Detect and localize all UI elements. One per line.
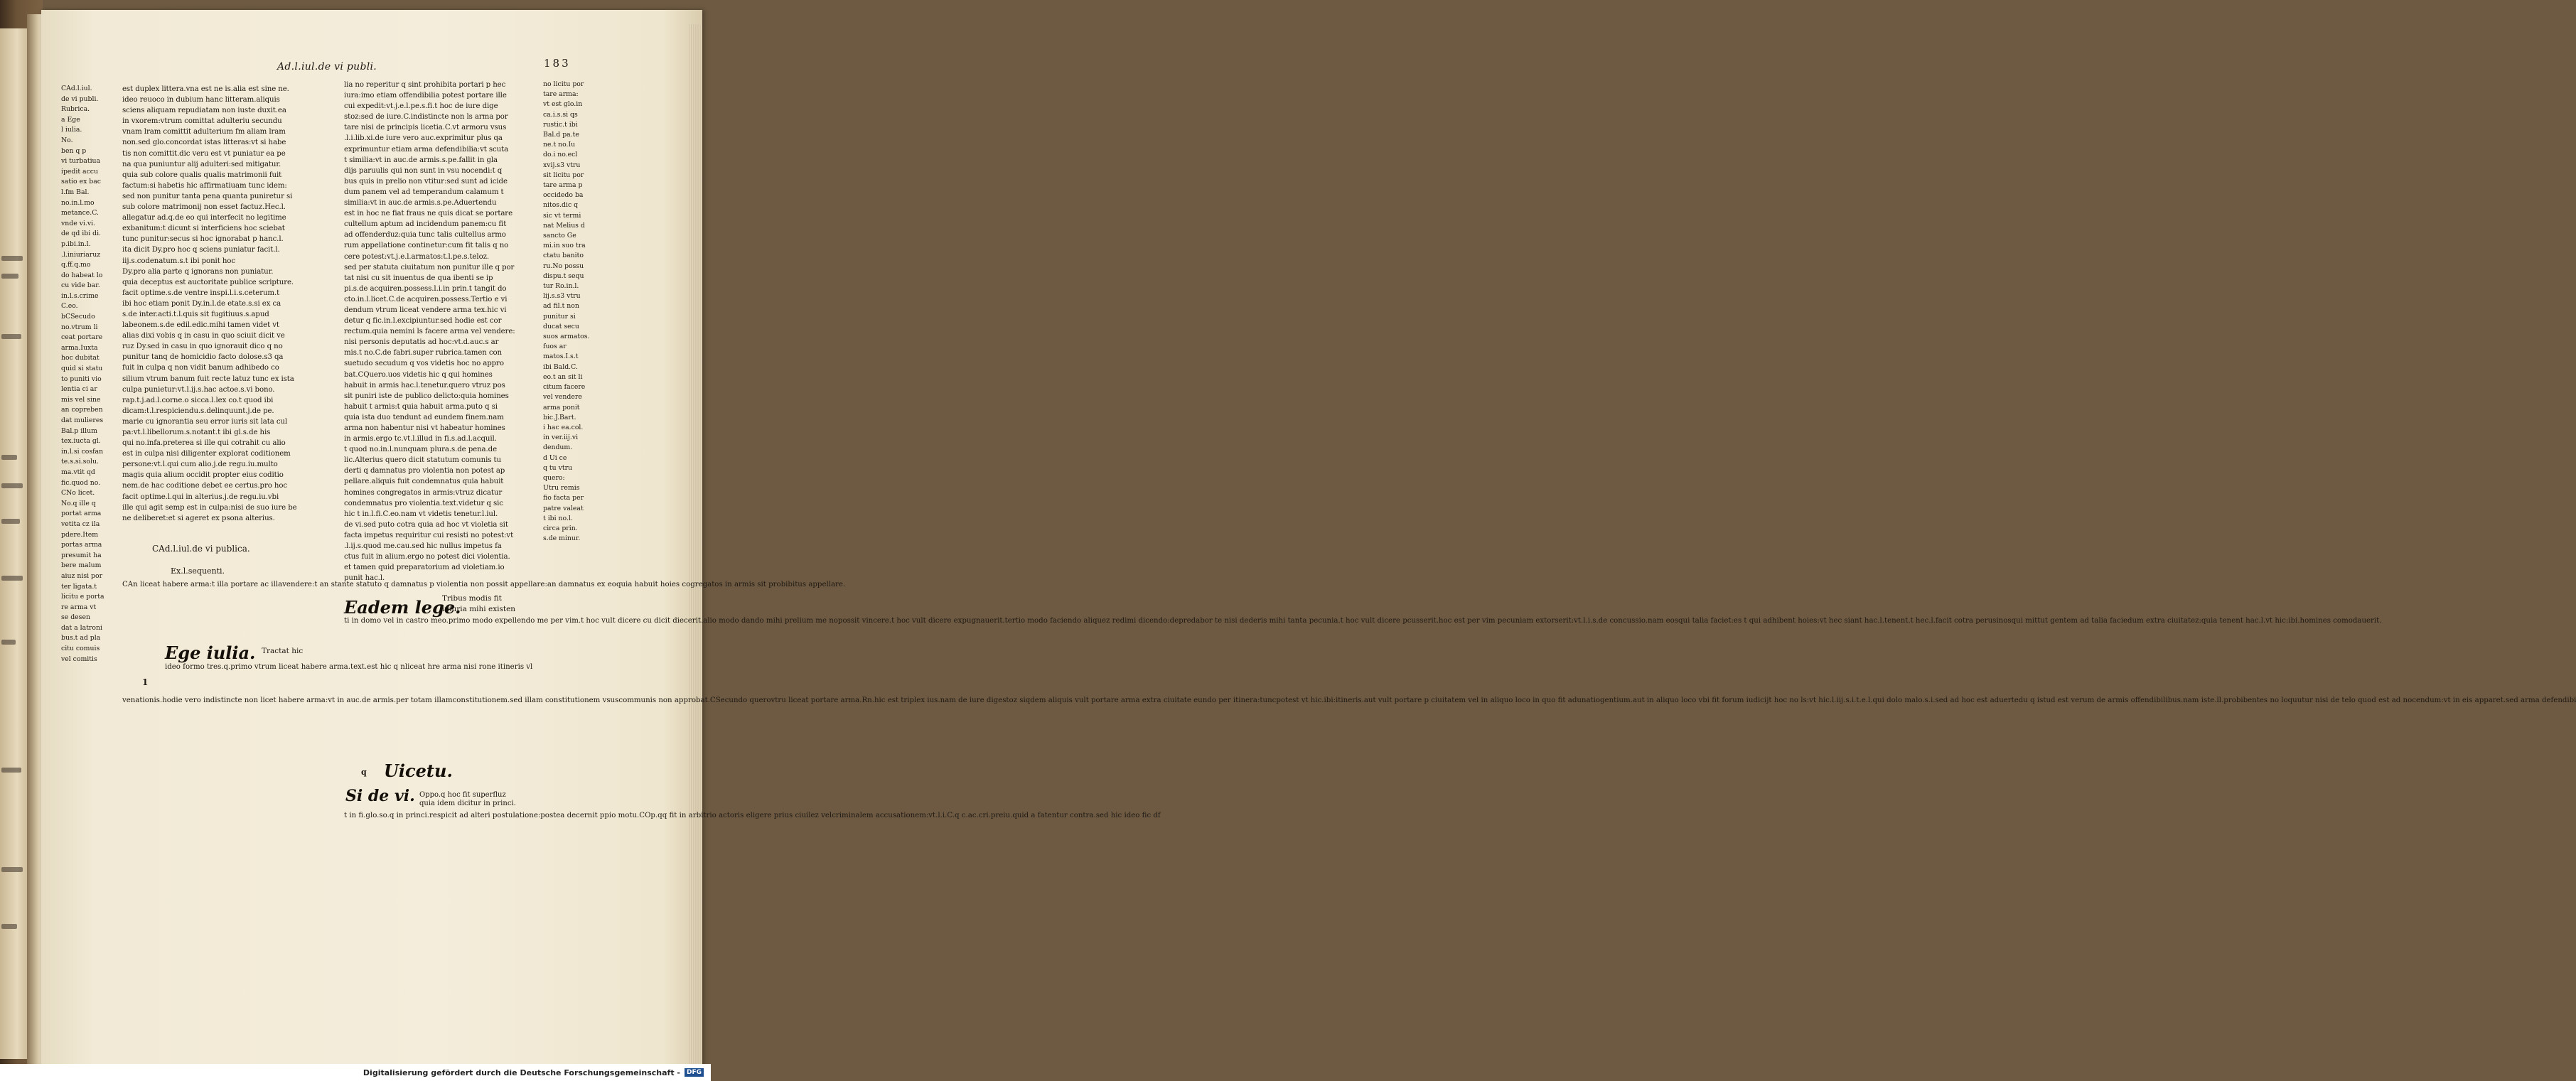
eadem-line: depredabor te nisi dederis mihi tanta pecunia. (1169, 617, 1341, 625)
margin-gloss-line: ca.i.s.si qs (543, 110, 578, 119)
margin-gloss-line: nitos.dic q (543, 201, 579, 210)
margin-gloss-line: bic.J.Bart. (543, 413, 576, 421)
margin-gloss-line: xvij.s3 vtru (543, 161, 581, 169)
text-line: fuit in culpa q non vidit banum adhibedo co (122, 364, 279, 372)
margin-gloss-line: a Ege (61, 115, 80, 124)
text-line: tat nisi cu sit inuentus de qua ibenti se ip (344, 274, 493, 282)
margin-gloss-line: de qd ibi di. (61, 230, 101, 238)
text-line: labeonem.s.de edil.edic.mihi tamen videt vt (122, 321, 279, 330)
margin-gloss-line: fuos ar (543, 343, 567, 351)
text-line: bat.CQuero.uos videtis hic q qui homines (344, 370, 493, 379)
commentary-line: lo.s.i.sed ad hoc est aduertedu q istud est ve (1916, 697, 2080, 704)
text-line: est in hoc ne fiat fraus ne quis dicat se portare (344, 210, 513, 218)
commentary-line: rum de armis offendibilibus.nam iste.ll.probi (2079, 697, 2243, 704)
text-line: bus quis in prelio non vtitur:sed sunt ad icide (344, 177, 508, 185)
text-line: na qua puniuntur alij adulteri:sed mitigatur. (122, 160, 281, 168)
margin-gloss-line: l iulia. (61, 126, 82, 134)
margin-gloss-line: metance.C. (61, 209, 99, 217)
lex-title: Ege iulia. (165, 642, 256, 663)
margin-gloss-line: to puniti vio (61, 375, 102, 383)
margin-gloss-line: tex.iucta gl. (61, 437, 101, 446)
text-line: factum:si habetis hic affirmatiuam tunc idem: (122, 181, 287, 190)
text-line: derti q damnatus pro violentia non potest ap (344, 467, 505, 475)
margin-gloss-line: tur Ro.in.l. (543, 282, 579, 291)
text-line: quia ista duo tendunt ad eundem finem.nam (344, 413, 504, 421)
summary-line: bibitus appellare. (780, 581, 846, 588)
margin-gloss-line: licitu e porta (61, 593, 104, 601)
facing-text-line (1, 455, 17, 460)
text-line: dendum vtrum liceat vendere arma tex.hic vi (344, 306, 507, 314)
side-heading: Si de vi. (345, 787, 415, 805)
text-line: in vxorem:vtrum comittat adulteriu secundu (122, 117, 282, 126)
margin-gloss-line: bere malum (61, 561, 102, 570)
margin-gloss-line: sit licitu por (543, 171, 584, 179)
commentary-line: uitatem vel in aliquo loco in quo fit adunatio (1437, 697, 1601, 704)
facing-text-line (1, 256, 23, 261)
margin-gloss-line: lentia ci ar (61, 385, 97, 394)
text-line: facit optime.l.qui in alterius.j.de regu.iu.vbi (122, 493, 279, 501)
margin-gloss-line: vt est glo.in (543, 100, 583, 109)
margin-gloss-line: i hac ea.col. (543, 423, 584, 431)
text-line: pellare.aliquis fuit condemnatus quia habuit (344, 478, 504, 486)
margin-gloss-line: punitur si (543, 312, 576, 321)
text-line: punit hac.l. (344, 574, 385, 583)
margin-gloss-line: sancto Ge (543, 232, 576, 240)
commentary-line: tare arma extra ciuitate eundo per itinera:tunc (1103, 697, 1277, 704)
left-margin-gloss (61, 84, 122, 665)
text-line: condemnatus pro violentia.text.videtur q sic (344, 499, 503, 507)
text-line: punitur tanq de homicidio facto dolose.s3 qa (122, 353, 284, 362)
text-line: vnam lram comittit adulterium fm aliam lram (122, 128, 286, 136)
margin-gloss-line: vel comitis (61, 655, 97, 663)
margin-gloss-line: Bal.p illum (61, 426, 97, 435)
lex-line: liceat hre arma nisi rone itineris vl (404, 663, 533, 671)
margin-gloss-line: mis vel sine (61, 395, 101, 404)
margin-gloss-line: No. (61, 136, 73, 144)
text-line: s.de inter.acti.t.l.quis sit fugitiuus.s.apud (122, 310, 269, 318)
margin-gloss-line: Rubrica. (61, 105, 90, 114)
lex-line: ideo formo tres.q.primo vtrum li (165, 663, 284, 671)
commentary-line: constitutionem.sed illam constitutionem vsus (452, 697, 619, 704)
text-line: est in culpa nisi diligenter explorat coditionem (122, 450, 291, 458)
text-line: sciens aliquam repudiatam non iuste duxit.ea (122, 107, 286, 115)
facing-text-line (1, 768, 21, 773)
margin-gloss-line: eo.t an sit li (543, 372, 583, 381)
margin-gloss-line: vnde vi.vi. (61, 219, 96, 227)
text-line: et tamen quid preparatorium ad violetiam.io (344, 564, 505, 572)
margin-gloss-line: Utru remis (543, 484, 580, 493)
margin-gloss-line: citum facere (543, 383, 586, 392)
text-line: sed per statuta ciuitatum non punitur ille q por (344, 263, 515, 271)
closing-line: t in fi.glo.so.q in princi.respicit ad alteri po (344, 812, 502, 819)
lex-commentary (122, 695, 2576, 706)
text-line: habuit t armis:t quia habuit arma.puto q si (344, 402, 498, 411)
eadem-line: qui talia faciet:es t qui adhibent hoies:vt hec si (1678, 617, 1850, 625)
text-line: ille qui agit semp est in culpa:nisi de suo iure be (122, 503, 297, 512)
text-line: suetudo secudum q vos videtis hoc no appro (344, 360, 504, 368)
margin-gloss-line: de vi publi. (61, 95, 99, 103)
facing-text-line (1, 274, 18, 279)
margin-gloss-line: do habeat lo (61, 271, 103, 279)
eadem-line: niam extorserit:vt.l.i.s.de concussio.nam eos (1515, 617, 1678, 625)
text-line: iura:imo etiam offendibilia potest portare ille (344, 92, 507, 100)
margin-gloss-line: ibi Bald.C. (543, 362, 578, 371)
text-line: lia no reperitur q sint prohibita portari p hec (344, 81, 506, 89)
text-line: rum appellatione continetur:cum fit talis q no (344, 242, 509, 250)
eadem-title: Eadem lege. (344, 597, 461, 618)
margin-gloss-line: ne.t no.Iu (543, 141, 576, 149)
margin-gloss-line: re arma vt (61, 603, 97, 611)
eadem-note-continued: iniuria mihi existen (442, 605, 516, 613)
eadem-line: modauerit. (2341, 617, 2382, 625)
facing-text-line (1, 924, 17, 929)
commentary-line: nam de iure digestoz siqdem aliquis vult por (940, 697, 1104, 704)
text-line: marie cu ignorantia seu error iuris sit lata cul (122, 417, 288, 426)
text-line: cultellum aptum ad incidendum panem:cu fit (344, 220, 507, 229)
page-stack-edge (689, 24, 702, 1069)
text-line: dicam:t.l.respiciendu.s.delinquunt.j.de pe. (122, 407, 274, 415)
margin-gloss-line: t ibi no.l. (543, 514, 573, 522)
text-line: quia deceptus est auctoritate publice scripture. (122, 278, 294, 286)
text-line: de vi.sed puto cotra quia ad hoc vt violetia sit (344, 520, 508, 529)
text-line: detur q fic.in.l.excipiuntur.sed hodie est cor (344, 317, 502, 326)
summary-line: vendere:t an stante statuto q damnatus p vio (282, 581, 448, 588)
text-line: rectum.quia nemini ls facere arma vel vendere: (344, 328, 515, 336)
text-line: quia sub colore qualis qualis matrimonii fuit (122, 171, 282, 179)
margin-gloss-line: aiuz nisi por (61, 571, 103, 580)
text-line: silium vtrum banum fuit recte latuz tunc ex ista (122, 375, 294, 383)
margin-gloss-line: do.i no.ecl (543, 151, 578, 159)
right-margin-gloss (543, 80, 601, 544)
margin-gloss-line: C.eo. (61, 302, 78, 311)
facing-text-line (1, 483, 23, 488)
margin-gloss-line: .l.iniuriaruz (61, 250, 101, 259)
margin-gloss-line: ceat portare (61, 333, 103, 342)
closing-text (344, 810, 1161, 821)
text-line: tis non comittit.dic veru est vt puniatur ea pe (122, 149, 286, 158)
text-line: dijs paruulis qui non sunt in vsu nocendi:t q (344, 166, 503, 175)
margin-gloss-line: quero: (543, 473, 565, 482)
text-line: .l.i.lib.xi.de iure vero auc.exprimitur plus qa (344, 134, 503, 143)
text-line: cto.in.l.licet.C.de acquiren.possess.Tertio e vi (344, 295, 508, 303)
margin-gloss-line: cu vide bar. (61, 281, 100, 290)
margin-gloss-line: occidedo ba (543, 191, 584, 200)
margin-gloss-line: p.ibi.in.l. (61, 240, 91, 248)
commentary-line: bere arma:vt in auc.de armis.per totam illam (287, 697, 453, 704)
text-line: sit puniri iste de publico delicto:quia homines (344, 392, 509, 400)
text-line: alias dixi vobis q in casu in quo sciuit dicit ve (122, 332, 285, 340)
margin-gloss-line: presumit ha (61, 551, 102, 559)
margin-gloss-line: ducat secu (543, 322, 579, 330)
commentary-line: potest vt hic.ibi:itineris.aut vult portare p ci (1276, 697, 1438, 704)
text-line: .l.ij.s.quod me.cau.sed hic nullus impetus fa (344, 542, 502, 551)
margin-gloss-line: arma.Iuxta (61, 343, 98, 352)
margin-gloss-line: bus.t ad pla (61, 634, 101, 642)
margin-gloss-line: ipedit accu (61, 167, 98, 176)
margin-gloss-line: ter ligata.t (61, 582, 97, 591)
text-line: cere potest:vt.j.e.l.armatos:t.l.pe.s.teloz. (344, 252, 490, 261)
margin-gloss-line: s.de minur. (543, 534, 581, 543)
footer-bar (0, 1064, 711, 1081)
text-line: arma non habentur nisi vt habeatur homines (344, 424, 505, 432)
commentary-line: t hoc no ls:vt hic.l.iij.s.i.t.e.l.qui dolo ma (1769, 697, 1916, 704)
text-line: dum panem vel ad temperandum calamum t (344, 188, 504, 196)
eadem-line: tertio modo faciendo aliquez redimi dicendo: (1004, 617, 1170, 625)
section-reference: Ex.l.sequenti. (171, 566, 225, 576)
side-note: Oppo.q hoc fit superfluz (419, 791, 506, 799)
text-line: nem.de hac coditione debet ee certus.pro hoc (122, 482, 288, 490)
margin-gloss-line: sic vt termi (543, 211, 581, 220)
lex-text (165, 662, 533, 672)
margin-gloss-line: quid si statu (61, 365, 103, 373)
eadem-line: ant hac.l.tenent.t hec.l.facit cotra perusinos (1850, 617, 2012, 625)
text-line: ctus fuit in alium.ergo no potest dici violentia. (344, 553, 510, 561)
text-line: facta impetus requiritur cui resisti no potest:vt (344, 531, 514, 539)
section-summary (122, 579, 846, 590)
margin-gloss-line: lij.s.s3 vtru (543, 292, 581, 301)
text-line: tunc punitur:secus si hoc ignorabat p hanc.l. (122, 235, 284, 244)
margin-gloss-line: dat mulieres (61, 416, 104, 424)
margin-gloss-line: d Ui ce (543, 453, 567, 462)
summary-line: lentia non possit appellare:an damnatus ex eo (447, 581, 616, 588)
margin-gloss-line: mi.in suo tra (543, 242, 586, 250)
text-line: Dy.pro alia parte q ignorans non puniatur. (122, 267, 274, 276)
text-line: est duplex littera.vna est ne is.alia est sine ne. (122, 85, 289, 93)
margin-gloss-line: q.ff.q.mo (61, 261, 91, 269)
margin-gloss-line: No.q ille q (61, 499, 96, 507)
eadem-line: possit vincere.t hoc vult dicere expugnauerit. (837, 617, 1005, 625)
margin-gloss-line: patre valeat (543, 504, 584, 512)
margin-gloss-line: ma.vtit qd (61, 468, 95, 476)
facing-page-edge (0, 28, 29, 1059)
text-line: ad offenderduz:quia tunc talis cultellus armo (344, 231, 506, 240)
margin-gloss-line: hoc dubitat (61, 354, 100, 362)
side-note-continued: quia idem dicitur in princi. (419, 800, 516, 807)
margin-gloss-line: pdere.Item (61, 530, 99, 539)
margin-gloss-line: no.vtrum li (61, 323, 98, 331)
running-title: Ad.l.iul.de vi publi. (277, 61, 377, 72)
margin-gloss-line: dendum. (543, 443, 573, 452)
margin-gloss-line: vi turbatiua (61, 157, 101, 166)
text-line: iij.s.codenatum.s.t ibi ponit hoc (122, 257, 235, 265)
text-line: stoz:sed de iure.C.indistincte non ls arma por (344, 113, 508, 122)
eadem-line: ti in domo vel in castro meo.primo modo expel (344, 617, 515, 625)
text-line: in armis.ergo tc.vt.l.illud in fi.s.ad.l.acquil. (344, 435, 497, 443)
closing-line: q fit in arbitrio actoris eligere prius ciuilez vel (662, 812, 832, 819)
margin-gloss-line: rustic.t ibi (543, 120, 578, 129)
closing-line: stulatione:postea decernit ppio motu.COp.q (501, 812, 662, 819)
lex-line: ceat habere arma.text.est hic q n (283, 663, 405, 671)
margin-gloss-line: q tu vtru (543, 463, 573, 472)
facing-text-line (1, 640, 16, 645)
commentary-line: venationis.hodie vero indistincte non licet ha (122, 697, 288, 704)
margin-gloss-line: in ver.iij.vi (543, 434, 579, 442)
margin-gloss-line: se desen (61, 613, 90, 622)
folio-number: 183 (544, 57, 571, 70)
text-line: ne deliberet:et si ageret ex psona alterius. (122, 514, 275, 522)
text-line: pi.s.de acquiren.possess.l.i.in prin.t tangit do (344, 284, 507, 293)
margin-gloss-line: citu comuis (61, 645, 100, 653)
margin-gloss-line: satio ex bac (61, 178, 101, 186)
eadem-line: lendo me per vim.t hoc vult dicere cu dicit d (514, 617, 677, 625)
eadem-line: iecerit.alio modo dando mihi prelium me no (677, 617, 838, 625)
main-column-right (344, 80, 542, 583)
margin-gloss-line: fic.quod no. (61, 478, 101, 487)
margin-gloss-line: fio facta per (543, 494, 584, 502)
text-line: rap.t.j.ad.l.corne.o sicca.l.lex co.t quod ibi (122, 396, 274, 404)
facing-text-line (1, 576, 23, 581)
margin-gloss-line: vel vendere (543, 393, 582, 402)
text-line: nisi personis deputatis ad hoc:vt.d.auc.s ar (344, 338, 499, 347)
margin-gloss-line: dispu.t sequ (543, 271, 584, 280)
closing-line: criminalem accusationem:vt.l.i.C.q c.ac.cri. (832, 812, 991, 819)
eadem-note: Tribus modis fit (442, 594, 502, 603)
margin-gloss-line: CAd.l.iul. (61, 85, 92, 92)
text-line: ruz Dy.sed in casu in quo ignorauit dico q no (122, 343, 283, 351)
text-line: ita dicit Dy.pro hoc q sciens puniatur facit.l. (122, 246, 280, 254)
margin-gloss-line: nat Melius d (543, 221, 585, 230)
eadem-line: tatez:quia tenent hac.l.vt hic:ibi.homines co (2180, 617, 2342, 625)
dfg-logo: DFG (685, 1068, 704, 1077)
margin-gloss-line: l.fm Bal. (61, 188, 90, 196)
marginal-mark-q: q (361, 768, 367, 777)
facing-text-line (1, 334, 21, 339)
vicetu-heading: Uicetu. (384, 760, 453, 781)
facing-text-line (1, 867, 23, 872)
margin-gloss-line: CNo licet. (61, 489, 95, 498)
margin-gloss-line: vetita cz ila (61, 520, 100, 528)
text-line: allegatur ad.q.de eo qui interfecit no legitime (122, 214, 286, 222)
text-line: t similia:vt in auc.de armis.s.pe.fallit in gla (344, 156, 498, 164)
margin-gloss-line: in.l.si cosfan (61, 447, 104, 456)
commentary-line: cendum:vt in eis apparet.sed arma defendibi (2412, 697, 2576, 704)
margin-gloss-line: ben q p (61, 146, 87, 155)
text-line: persone:vt.l.qui cum alio.j.de regu.iu.multo (122, 461, 278, 469)
margin-gloss-line: ad fil.t non (543, 302, 579, 311)
text-line: t quod no.in.l.nunquam plura.s.de pena.de (344, 446, 498, 454)
eadem-line: t hoc vult dicere pcusserit.hoc est per vim pecu (1340, 617, 1515, 625)
facing-text-line (1, 519, 20, 524)
margin-gloss-line: an copreben (61, 406, 103, 414)
text-line: qui no.infa.preterea si ille qui cotrahit cu alio (122, 439, 286, 448)
text-line: habuit in armis hac.l.tenetur.quero vtruz pos (344, 381, 505, 389)
lex-note: Tractat hic (262, 647, 304, 655)
margin-gloss-line: Bal.d pa.te (543, 131, 579, 139)
commentary-line: communis non approbat.CSecundo quero (618, 697, 771, 704)
margin-gloss-line: matos.I.s.t (543, 353, 579, 361)
margin-gloss-line: arma ponit (543, 403, 580, 412)
text-line: tare nisi de principis licetia.C.vt armoru vsus (344, 124, 507, 132)
text-line: homines congregatos in armis:vtruz dicatur (344, 488, 503, 497)
margin-gloss-line: no licitu por (543, 80, 584, 88)
summary-line: CAn liceat habere arma:t illa portare ac illa (122, 581, 283, 588)
text-line: magis quia alium occidit propter eius coditio (122, 471, 284, 480)
main-column-left (122, 84, 314, 524)
text-line: pa:vt.l.libellorum.s.notant.t ibi gl.s.de his (122, 429, 271, 436)
text-line: similia:vt in auc.de armis.s.pe.Aduertendu (344, 199, 497, 208)
margin-gloss-line: portat arma (61, 510, 102, 518)
closing-line: preiu.quid a fatentur contra.sed hic ideo fic df (990, 812, 1161, 819)
margin-gloss-line: portas arma (61, 541, 102, 549)
footer-credit: Digitalisierung gefördert durch die Deutsche Forschungsgemeinschaft - (363, 1067, 680, 1077)
margin-gloss-line: no.in.l.mo (61, 198, 95, 207)
text-line: non.sed glo.concordat istas litteras:vt si habe (122, 139, 286, 147)
margin-gloss-line: ctatu banito (543, 252, 584, 260)
commentary-line: vtru liceat portare arma.Rn.hic est triplex ius. (771, 697, 940, 704)
commentary-line: gentium.aut in aliquo loco vbi fit forum iudicij (1600, 697, 1769, 704)
text-line: sed non punitur tanta pena quanta puniretur si (122, 192, 293, 200)
section-heading: CAd.l.iul.de vi publica. (152, 544, 250, 554)
eadem-text (344, 615, 2382, 626)
text-line: lic.Alterius quero dicit statutum comunis tu (344, 456, 501, 465)
margin-gloss-line: ru.No possu (543, 262, 584, 270)
commentary-line: bentes no loquutur nisi de telo quod est ad no (2243, 697, 2413, 704)
margin-gloss-line: tare arma p (543, 181, 583, 190)
margin-gloss-line: tare arma: (543, 90, 579, 99)
text-line: exprimuntur etiam arma defendibilia:vt scuta (344, 145, 509, 154)
text-line: hic t in.l.fi.C.eo.nam vt videtis tenetur.l.iul. (344, 510, 498, 518)
margin-gloss-line: circa prin. (543, 524, 578, 532)
book-gutter (27, 14, 43, 1066)
text-line: culpa punietur:vt.l.ij.s.hac actoe.s.vi bono. (122, 385, 275, 394)
margin-gloss-line: bCSecudo (61, 313, 95, 321)
text-line: ideo reuoco in dubium hanc litteram.aliquis (122, 96, 280, 104)
text-line: facit optime.s.de ventre inspi.l.i.s.ceterum.t (122, 289, 280, 297)
text-line: ibi hoc etiam ponit Dy.in.l.de etate.s.si ex ca (122, 299, 281, 308)
eadem-line: qui mittut gentem ad talia faciedum extra ciui (2011, 617, 2181, 625)
margin-gloss-line: te.s.si.solu. (61, 458, 99, 466)
text-line: exbanitum:t dicunt si interficiens hoc sciebat (122, 225, 285, 233)
summary-line: quia habuit hoies cogregatos in armis sit pro (616, 581, 781, 588)
text-line: cui expedit:vt.j.e.l.pe.s.fi.t hoc de iure dige (344, 102, 498, 111)
text-line: mis.t no.C.de fabri.super rubrica.tamen con (344, 349, 502, 357)
text-line: sub colore matrimonij non esset factuz.Hec.l. (122, 203, 286, 212)
margin-gloss-line: suos armatos. (543, 333, 590, 341)
marginal-mark-one: 1 (142, 677, 149, 687)
margin-gloss-line: in.l.s.crime (61, 291, 99, 300)
margin-gloss-line: dat a latroni (61, 623, 102, 632)
